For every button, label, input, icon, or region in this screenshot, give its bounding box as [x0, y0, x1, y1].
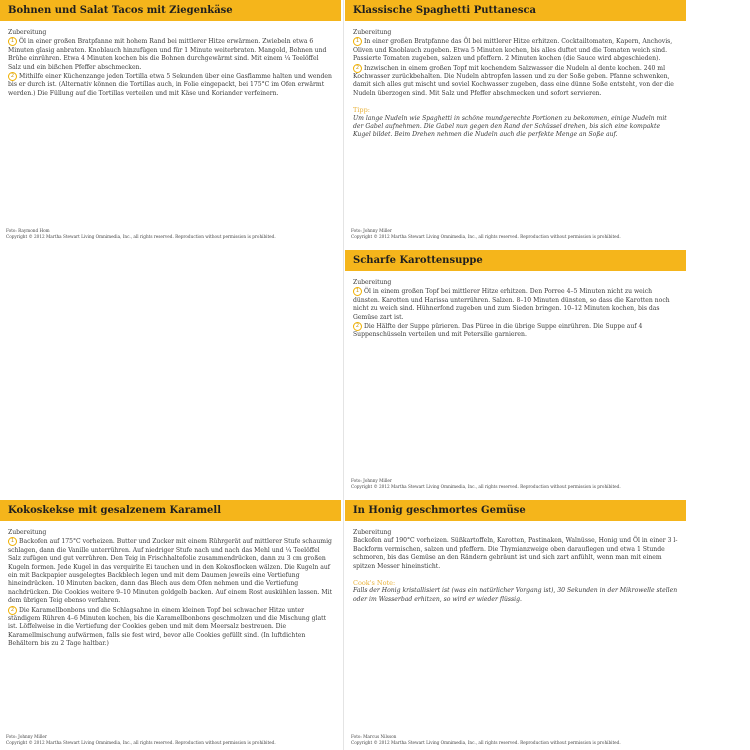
recipe-body — [0, 521, 341, 649]
step-text: Mithilfe einer Küchenzange jeden Tortilla etwa 5 Sekunden über eine Gasflamme halten und wenden bis er durch ist. (Alternativ können die Tortillas auch, in Folie eingepackt, bei 175°C im Ofen erwärmt werden.) Die Füllung auf die Tortillas verteilen und mit Käse und Koriander verfeinern. — [8, 73, 332, 97]
photo-credit: Foto: Raymond Hom — [6, 228, 50, 233]
recipe-body — [345, 521, 686, 604]
photo-credit: Foto: Marcus Nilsson — [351, 734, 397, 739]
copyright: Copyright © 2012 Martha Stewart Living Omnimedia, Inc., all rights reserved. Reproduction without permission is prohibited. — [6, 740, 276, 745]
recipe-card-karottensuppe — [345, 250, 686, 496]
cooks-note-heading: Cook's Note: — [353, 579, 396, 588]
recipe-step — [353, 322, 678, 340]
recipe-step — [353, 37, 678, 63]
card-footer — [351, 734, 621, 746]
step-text: Backofen auf 190°C vorheizen. Süßkartoffeln, Karotten, Pastinaken, Walnüsse, Honig und Öl in einer 3 l-Backform vermischen, salzen und pfeffern. Die Thymianzweige oben darauflegen und etwa 1 Stunde schmoren, bis das Gemüse an den Rändern gebräunt ist und sich zart anfühlt, wenn man mit einem spitzen Messer hineinsticht. — [353, 537, 678, 570]
recipe-title: Scharfe Karottensuppe — [345, 250, 686, 271]
photo-credit: Foto: Johnny Miller — [351, 478, 392, 483]
recipe-body — [345, 21, 686, 140]
recipe-step — [353, 64, 678, 99]
recipe-step — [8, 37, 333, 72]
step-text: Öl in einem großen Topf bei mittlerer Hitze erhitzen. Den Porree 4–5 Minuten nicht zu weich dünsten. Karotten und Harissa unterrühren. Salzen. 8–10 Minuten dünsten, so dass die Karotten noch nicht zu weich sind. Hühnerfond zugeben und zum Sieden bringen. 10–12 Minuten kochen, bis das Gemüse zart ist. — [353, 288, 670, 321]
step-number-icon: 1 — [8, 37, 17, 46]
step-number-icon: 2 — [353, 322, 362, 331]
card-footer — [6, 228, 276, 240]
step-number-icon: 2 — [8, 72, 17, 81]
recipe-title: Bohnen und Salat Tacos mit Ziegenkäse — [0, 0, 341, 21]
step-text: Inzwischen in einem großen Topf mit kochendem Salzwasser die Nudeln al dente kochen. 240 ml Kochwasser zurückbehalten. Die Nudeln abtropfen lassen und zu der Soße geben. Pfanne schwenken, damit sich alles gut mischt und soviel Kochwasser zugeben, dass eine dünne Soße entsteht, von der die Nudeln überzogen sind. Mit Salz und Pfeffer abschmecken und sofort servieren. — [353, 64, 674, 97]
recipe-body — [0, 21, 341, 98]
section-heading: Zubereitung — [8, 29, 47, 36]
copyright: Copyright © 2012 Martha Stewart Living Omnimedia, Inc., all rights reserved. Reproduction without permission is prohibited. — [351, 484, 621, 489]
photo-credit: Foto: Johnny Miller — [6, 734, 47, 739]
cooks-note-text: Falls der Honig kristallisiert ist (was ein natürlicher Vorgang ist), 30 Sekunden in der Mikrowelle stellen oder im Wasserbad erhitzen, so wird er wieder flüssig. — [353, 587, 678, 603]
recipe-step — [8, 537, 333, 605]
section-heading: Zubereitung — [353, 279, 392, 286]
card-footer — [351, 228, 621, 240]
card-footer — [6, 734, 276, 746]
tip-heading: Tipp: — [353, 106, 370, 115]
step-text: Die Karamellbonbons und die Schlagsahne in einem kleinen Topf bei schwacher Hitze unter ständigem Rühren 4–6 Minuten kochen, bis die Karamellbonbons geschmolzen und die Mischung glatt ist. Löffelweise in die Vertiefung der Cookies geben und mit dem Meersalz bestreuen. Die Karamellmischung aufwärmen, falls sie fest wird, bevor alle Cookies gefüllt sind. (In luftdichten Behältern bis zu 2 Tage haltbar.) — [8, 606, 327, 648]
recipe-title: Klassische Spaghetti Puttanesca — [345, 0, 686, 21]
step-number-icon: 1 — [8, 537, 17, 546]
copyright: Copyright © 2012 Martha Stewart Living Omnimedia, Inc., all rights reserved. Reproduction without permission is prohibited. — [351, 234, 621, 239]
recipe-step — [8, 72, 333, 98]
step-number-icon: 2 — [353, 64, 362, 73]
step-text: Die Hälfte der Suppe pürieren. Das Püree in die übrige Suppe einrühren. Die Suppe auf 4 Suppenschüsseln verteilen und mit Petersilie garnieren. — [353, 323, 643, 339]
step-text: Backofen auf 175°C vorheizen. Butter und Zucker mit einem Rührgerät auf mittlerer Stufe schaumig schlagen, dann die Vanille unterrühren. Auf niedriger Stufe nach und nach das Mehl und ¼ Teelöffel Salz zufügen und gut verrühren. Den Teig in Frischhaltefolie zusammendrücken, dann zu 3 cm großen Kugeln formen. Jede Kugel in das verquirlte Ei tauchen und in den Kokosflocken wälzen. Die Kugeln auf ein mit Backpapier ausgelegtes Backblech legen und mit dem Daumen jeweils eine Vertiefung hineindrücken. 10 Minuten backen, dann das Blech aus dem Ofen nehmen und die Vertiefung nachdrücken. Die Cookies weitere 9–10 Minuten goldgelb backen. Auf einem Rost auskühlen lassen. Mit dem übrigen Teig ebenso verfahren. — [8, 538, 333, 605]
step-number-icon: 2 — [8, 606, 17, 615]
recipe-title: Kokoskekse mit gesalzenem Karamell — [0, 500, 341, 521]
recipe-card-kokoskekse — [0, 500, 341, 750]
step-number-icon: 1 — [353, 287, 362, 296]
section-heading: Zubereitung — [353, 529, 392, 536]
recipe-step — [353, 537, 678, 571]
copyright: Copyright © 2012 Martha Stewart Living Omnimedia, Inc., all rights reserved. Reproduction without permission is prohibited. — [351, 740, 621, 745]
recipe-step — [353, 287, 678, 322]
card-footer — [351, 478, 621, 490]
recipe-card-tacos — [0, 0, 341, 246]
recipe-card-honig-gemuese — [345, 500, 686, 750]
step-text: In einer großen Bratpfanne das Öl bei mittlerer Hitze erhitzen. Cocktailtomaten, Kapern, Anchovis, Oliven und Knoblauch zugeben. Etwa 5 Minuten kochen, bis alles duftet und die Tomaten weich sind. Passierte Tomaten zugeben, salzen und pfeffern. 2 Minuten kochen (die Sauce wird abgeschieden). — [353, 38, 673, 63]
copyright: Copyright © 2012 Martha Stewart Living Omnimedia, Inc., all rights reserved. Reproduction without permission is prohibited. — [6, 234, 276, 239]
recipe-card-puttanesca — [345, 0, 686, 246]
step-text: Öl in einer großen Bratpfanne mit hohem Rand bei mittlerer Hitze erwärmen. Zwiebeln etwa 6 Minuten glasig anbraten. Knoblauch hinzufügen und für 1 Minute weiterbraten. Mangold, Bohnen und Brühe einrühren. Etwa 4 Minuten kochen bis die Bohnen durchgewärmt sind. Mit einem ¼ Teelöffel Salz und ein bißchen Pfeffer abschmecken. — [8, 38, 327, 71]
recipe-step — [8, 606, 333, 649]
step-number-icon: 1 — [353, 37, 362, 46]
column-divider — [343, 0, 344, 750]
recipe-body — [345, 271, 686, 340]
photo-credit: Foto: Johnny Miller — [351, 228, 392, 233]
tip-text: Um lange Nudeln wie Spaghetti in schöne mundgerechte Portionen zu bekommen, einige Nudeln mit der Gabel aufnehmen. Die Gabel nun gegen den Rand der Schüssel drehen, bis sich eine kompakte Kugel bildet. Beim Drehen nehmen die Nudeln auch die perfekte Menge an Soße auf. — [353, 114, 667, 139]
section-heading: Zubereitung — [353, 29, 392, 36]
section-heading: Zubereitung — [8, 529, 47, 536]
recipe-title: In Honig geschmortes Gemüse — [345, 500, 686, 521]
